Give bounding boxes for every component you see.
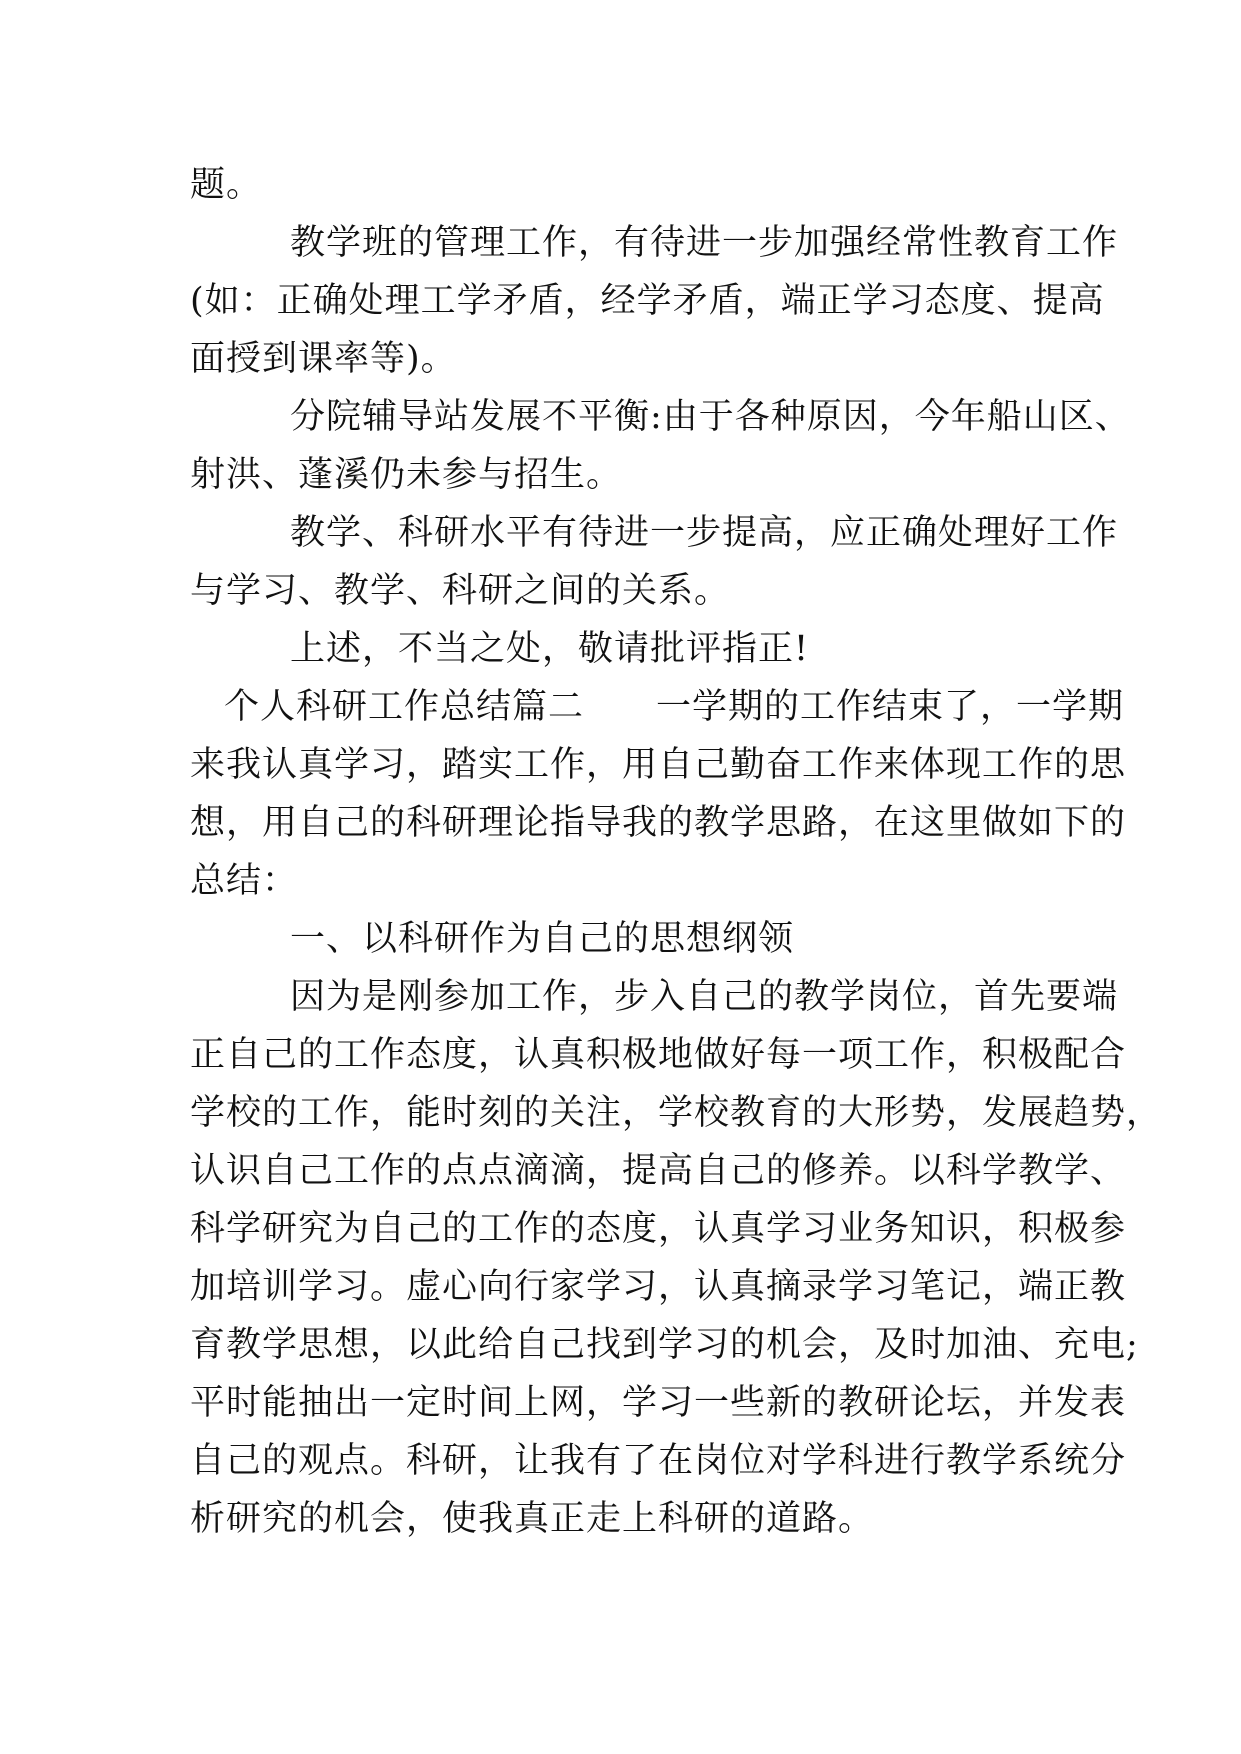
text-line: 与学习、教学、科研之间的关系。 (190, 571, 731, 611)
text-line: 平时能抽出一定时间上网，学习一些新的教研论坛，并发表 (190, 1383, 1127, 1423)
text-line: 射洪、蓬溪仍未参与招生。 (190, 455, 623, 495)
text-line: 教学、科研水平有待进一步提高，应正确处理好工作 (290, 513, 1119, 553)
text-line: 正自己的工作态度，认真积极地做好每一项工作，积极配合 (190, 1035, 1127, 1075)
text-line: 分院辅导站发展不平衡:由于各种原因，今年船山区、 (290, 397, 1131, 437)
text-line: 上述，不当之处，敬请批评指正! (290, 629, 810, 669)
text-line: 总结： (190, 861, 299, 901)
text-line: 育教学思想，以此给自己找到学习的机会，及时加油、充电; (190, 1325, 1139, 1365)
text-line: 自己的观点。科研，让我有了在岗位对学科进行教学系统分 (190, 1441, 1127, 1481)
subheading-line: 一、以科研作为自己的思想纲领 (290, 919, 795, 959)
text-line: 面授到课率等)。 (190, 339, 457, 379)
text-line: 因为是刚参加工作，步入自己的教学岗位，首先要端 (290, 977, 1119, 1017)
text-line: 析研究的机会，使我真正走上科研的道路。 (190, 1499, 875, 1539)
text-line: 加培训学习。虚心向行家学习，认真摘录学习笔记，端正教 (190, 1267, 1127, 1307)
text-line: 想，用自己的科研理论指导我的教学思路，在这里做如下的 (190, 803, 1127, 843)
text-line: (如：正确处理工学矛盾，经学矛盾，端正学习态度、提高 (190, 281, 1105, 321)
text-line: 教学班的管理工作，有待进一步加强经常性教育工作 (290, 223, 1119, 263)
text-line: 来我认真学习，踏实工作，用自己勤奋工作来体现工作的思 (190, 745, 1127, 785)
text-line: 题。 (190, 165, 263, 205)
text-line: 科学研究为自己的工作的态度，认真学习业务知识，积极参 (190, 1209, 1127, 1249)
text-line: 认识自己工作的点点滴滴，提高自己的修养。以科学教学、 (190, 1151, 1127, 1191)
text-line: 学校的工作，能时刻的关注，学校教育的大形势，发展趋势， (190, 1093, 1163, 1133)
section-heading-line: 个人科研工作总结篇二 一学期的工作结束了，一学期 (224, 687, 1125, 727)
